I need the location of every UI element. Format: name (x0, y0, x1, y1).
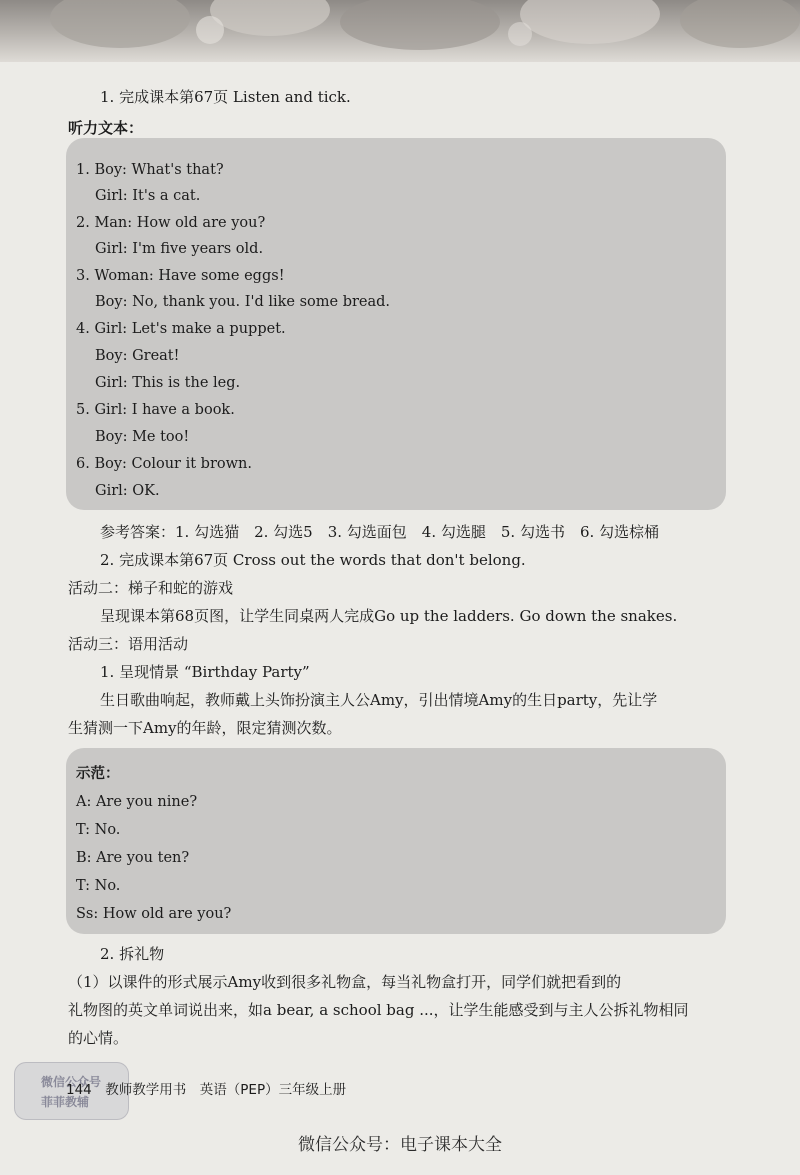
watermark-line2: 菲菲教辅 (41, 1095, 90, 1109)
activity3-paragraph-line2: 生猜测一下Amy的年龄，限定猜测次数。 (68, 719, 342, 737)
floral-decoration (0, 0, 800, 62)
listening-line-2: Girl: It's a cat. (95, 188, 201, 204)
listening-line-5: 3. Woman: Have some eggs! (76, 268, 285, 284)
listening-line-3: 2. Man: How old are you? (76, 215, 266, 231)
decorative-header-banner (0, 0, 800, 62)
listening-line-8: Boy: Great! (95, 348, 180, 364)
page-footer: 144 教师教学用书 英语（PEP）三年级上册 (66, 1082, 347, 1098)
unwrap-paragraph-line2: 礼物图的英文单词说出来，如a bear, a school bag ...，让学生能感受到与主人公拆礼物相同 (68, 1001, 689, 1019)
document-page (0, 62, 800, 1102)
listening-line-9: Girl: This is the leg. (95, 375, 241, 391)
listening-line-12: 6. Boy: Colour it brown. (76, 456, 252, 472)
listening-line-6: Boy: No, thank you. I'd like some bread. (95, 294, 391, 310)
item1-title: 1. 完成课本第67页 Listen and tick. (100, 88, 351, 106)
listening-line-7: 4. Girl: Let's make a puppet. (76, 321, 286, 337)
item2-title: 2. 完成课本第67页 Cross out the words that don't belong. (100, 551, 526, 569)
listening-line-4: Girl: I'm five years old. (95, 241, 264, 257)
unwrap-title: 2. 拆礼物 (100, 945, 165, 963)
listening-line-11: Boy: Me too! (95, 429, 190, 445)
demo-label: 示范： (76, 766, 120, 782)
watermark-line1: 微信公众号 (41, 1075, 102, 1089)
listening-label: 听力文本： (68, 119, 144, 137)
listening-line-10: 5. Girl: I have a book. (76, 402, 235, 418)
listening-line-1: 1. Boy: What's that? (76, 162, 224, 178)
unwrap-paragraph-line1: （1）以课件的形式展示Amy收到很多礼物盒，每当礼物盒打开，同学们就把看到的 (68, 973, 622, 991)
demo-line-1: A: Are you nine? (76, 794, 198, 810)
activity3-title: 活动三：语用活动 (68, 635, 189, 653)
listening-line-13: Girl: OK. (95, 483, 160, 499)
bottom-caption: 微信公众号：电子课本大全 (298, 1135, 502, 1155)
activity2-title: 活动二：梯子和蛇的游戏 (68, 579, 234, 597)
demo-line-5: Ss: How old are you? (76, 906, 232, 922)
answer-key: 参考答案：1. 勾选猫 2. 勾选5 3. 勾选面包 4. 勾选腿 5. 勾选书 6. 勾选棕桶 (100, 523, 660, 541)
unwrap-paragraph-line3: 的心情。 (68, 1029, 129, 1047)
activity2-text: 呈现课本第68页图，让学生同桌两人完成Go up the ladders. Go down the snakes. (100, 607, 678, 625)
activity3-item1: 1. 呈现情景 “Birthday Party” (100, 663, 310, 681)
activity3-paragraph-line1: 生日歌曲响起，教师戴上头饰扮演主人公Amy，引出情境Amy的生日party，先让学 (100, 691, 658, 709)
demo-line-3: B: Are you ten? (76, 850, 190, 866)
demo-line-2: T: No. (76, 822, 121, 838)
demo-line-4: T: No. (76, 878, 121, 894)
demo-box (66, 748, 726, 934)
listening-text-box (66, 138, 726, 510)
